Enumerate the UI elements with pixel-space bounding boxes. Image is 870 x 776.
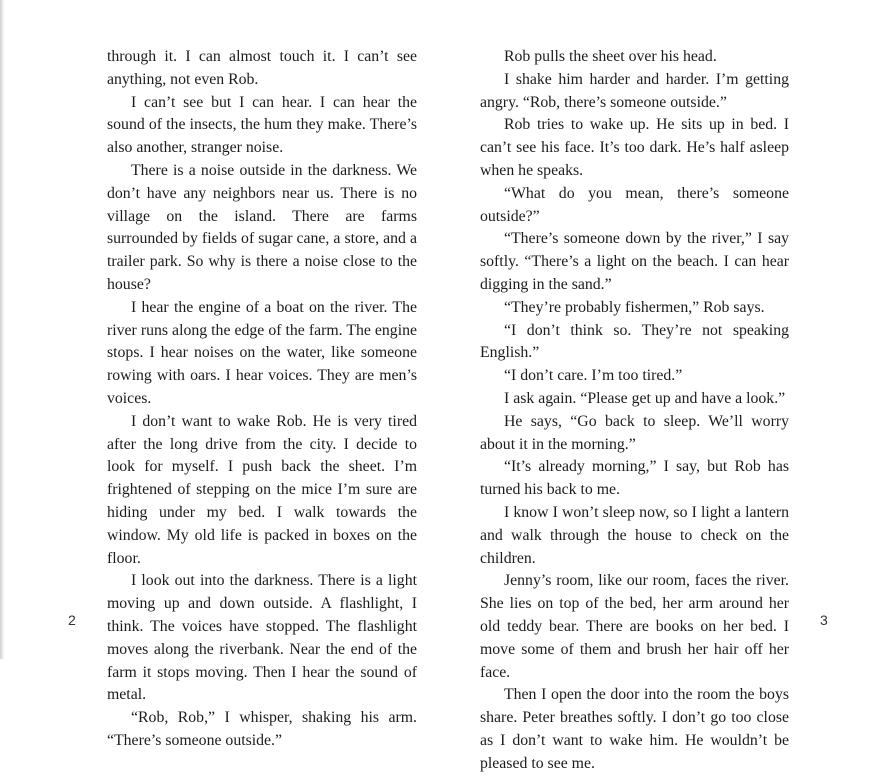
page-edge-shadow (0, 0, 5, 659)
paragraph: Rob pulls the sheet over his head. (504, 48, 717, 65)
paragraph: “I don’t think so. They’re not speaking English.” (480, 321, 789, 362)
right-page-text (480, 46, 789, 776)
paragraph: He says, “Go back to sleep. We’ll worry about it in the morning.” (480, 412, 789, 453)
page-number-right: 3 (820, 612, 828, 628)
paragraph: “Rob, Rob,” I whisper, shaking his arm. “There’s someone outside.” (107, 709, 417, 749)
paragraph: I know I won’t sleep now, so I light a lantern and walk through the house to check on the children. (480, 503, 789, 567)
paragraph: “What do you mean, there’s someone outside?” (480, 184, 789, 225)
paragraph: I can’t see but I can hear. I can hear the sound of the insects, the hum they make. There’s also another, stranger noise. (107, 93, 417, 157)
paragraph: I shake him harder and harder. I’m getting angry. “Rob, there’s someone outside.” (480, 70, 789, 111)
paragraph: Then I open the door into the room the boys share. Peter breathes softly. I don’t go too close as I don’t want to wake him. He wouldn’t be pleased to see me. (480, 686, 789, 772)
paragraph: through it. I can almost touch it. I can’t see anything, not even Rob. (107, 48, 417, 88)
paragraph: There is a noise outside in the darkness. We don’t have any neighbors near us. There is no village on the island. There are farms surrounded by fields of sugar cane, a store, and a trailer park. So why is there a noise close to the house? (107, 161, 417, 293)
paragraph: I look out into the darkness. There is a light moving up and down outside. A flashlight, I think. The voices have stopped. The flashlight moves along the riverbank. Near the end of the farm it stops moving. Then I hear the sound of metal. (107, 572, 417, 704)
paragraph: “There’s someone down by the river,” I say softly. “There’s a light on the beach. I can hear digging in the sand.” (480, 230, 789, 293)
paragraph: Rob tries to wake up. He sits up in bed. I can’t see his face. It’s too dark. He’s half asleep when he speaks. (480, 116, 789, 179)
page-number-left: 2 (68, 612, 76, 628)
paragraph: I don’t want to wake Rob. He is very tired after the long drive from the city. I decide to look for myself. I push back the sheet. I’m frightened of stepping on the mice I’m sure are hiding under my bed. I walk towards the window. My old life is packed in boxes on the floor. (107, 412, 417, 567)
paragraph: I hear the engine of a boat on the river. The river runs along the edge of the farm. The engine stops. I hear noises on the water, like someone rowing with oars. I hear voices. They are men’s voices. (107, 298, 417, 407)
paragraph: Jenny’s room, like our room, faces the river. She lies on top of the bed, her arm around her old teddy bear. There are books on her bed. I move some of them and brush her hair off her face. (480, 572, 789, 681)
paragraph: “It’s already morning,” I say, but Rob has turned his back to me. (480, 458, 789, 499)
paragraph: I ask again. “Please get up and have a look.” (504, 389, 786, 407)
left-page-text (107, 46, 417, 753)
paragraph: “They’re probably fishermen,” Rob says. (504, 298, 765, 316)
paragraph: “I don’t care. I’m too tired.” (504, 367, 683, 385)
